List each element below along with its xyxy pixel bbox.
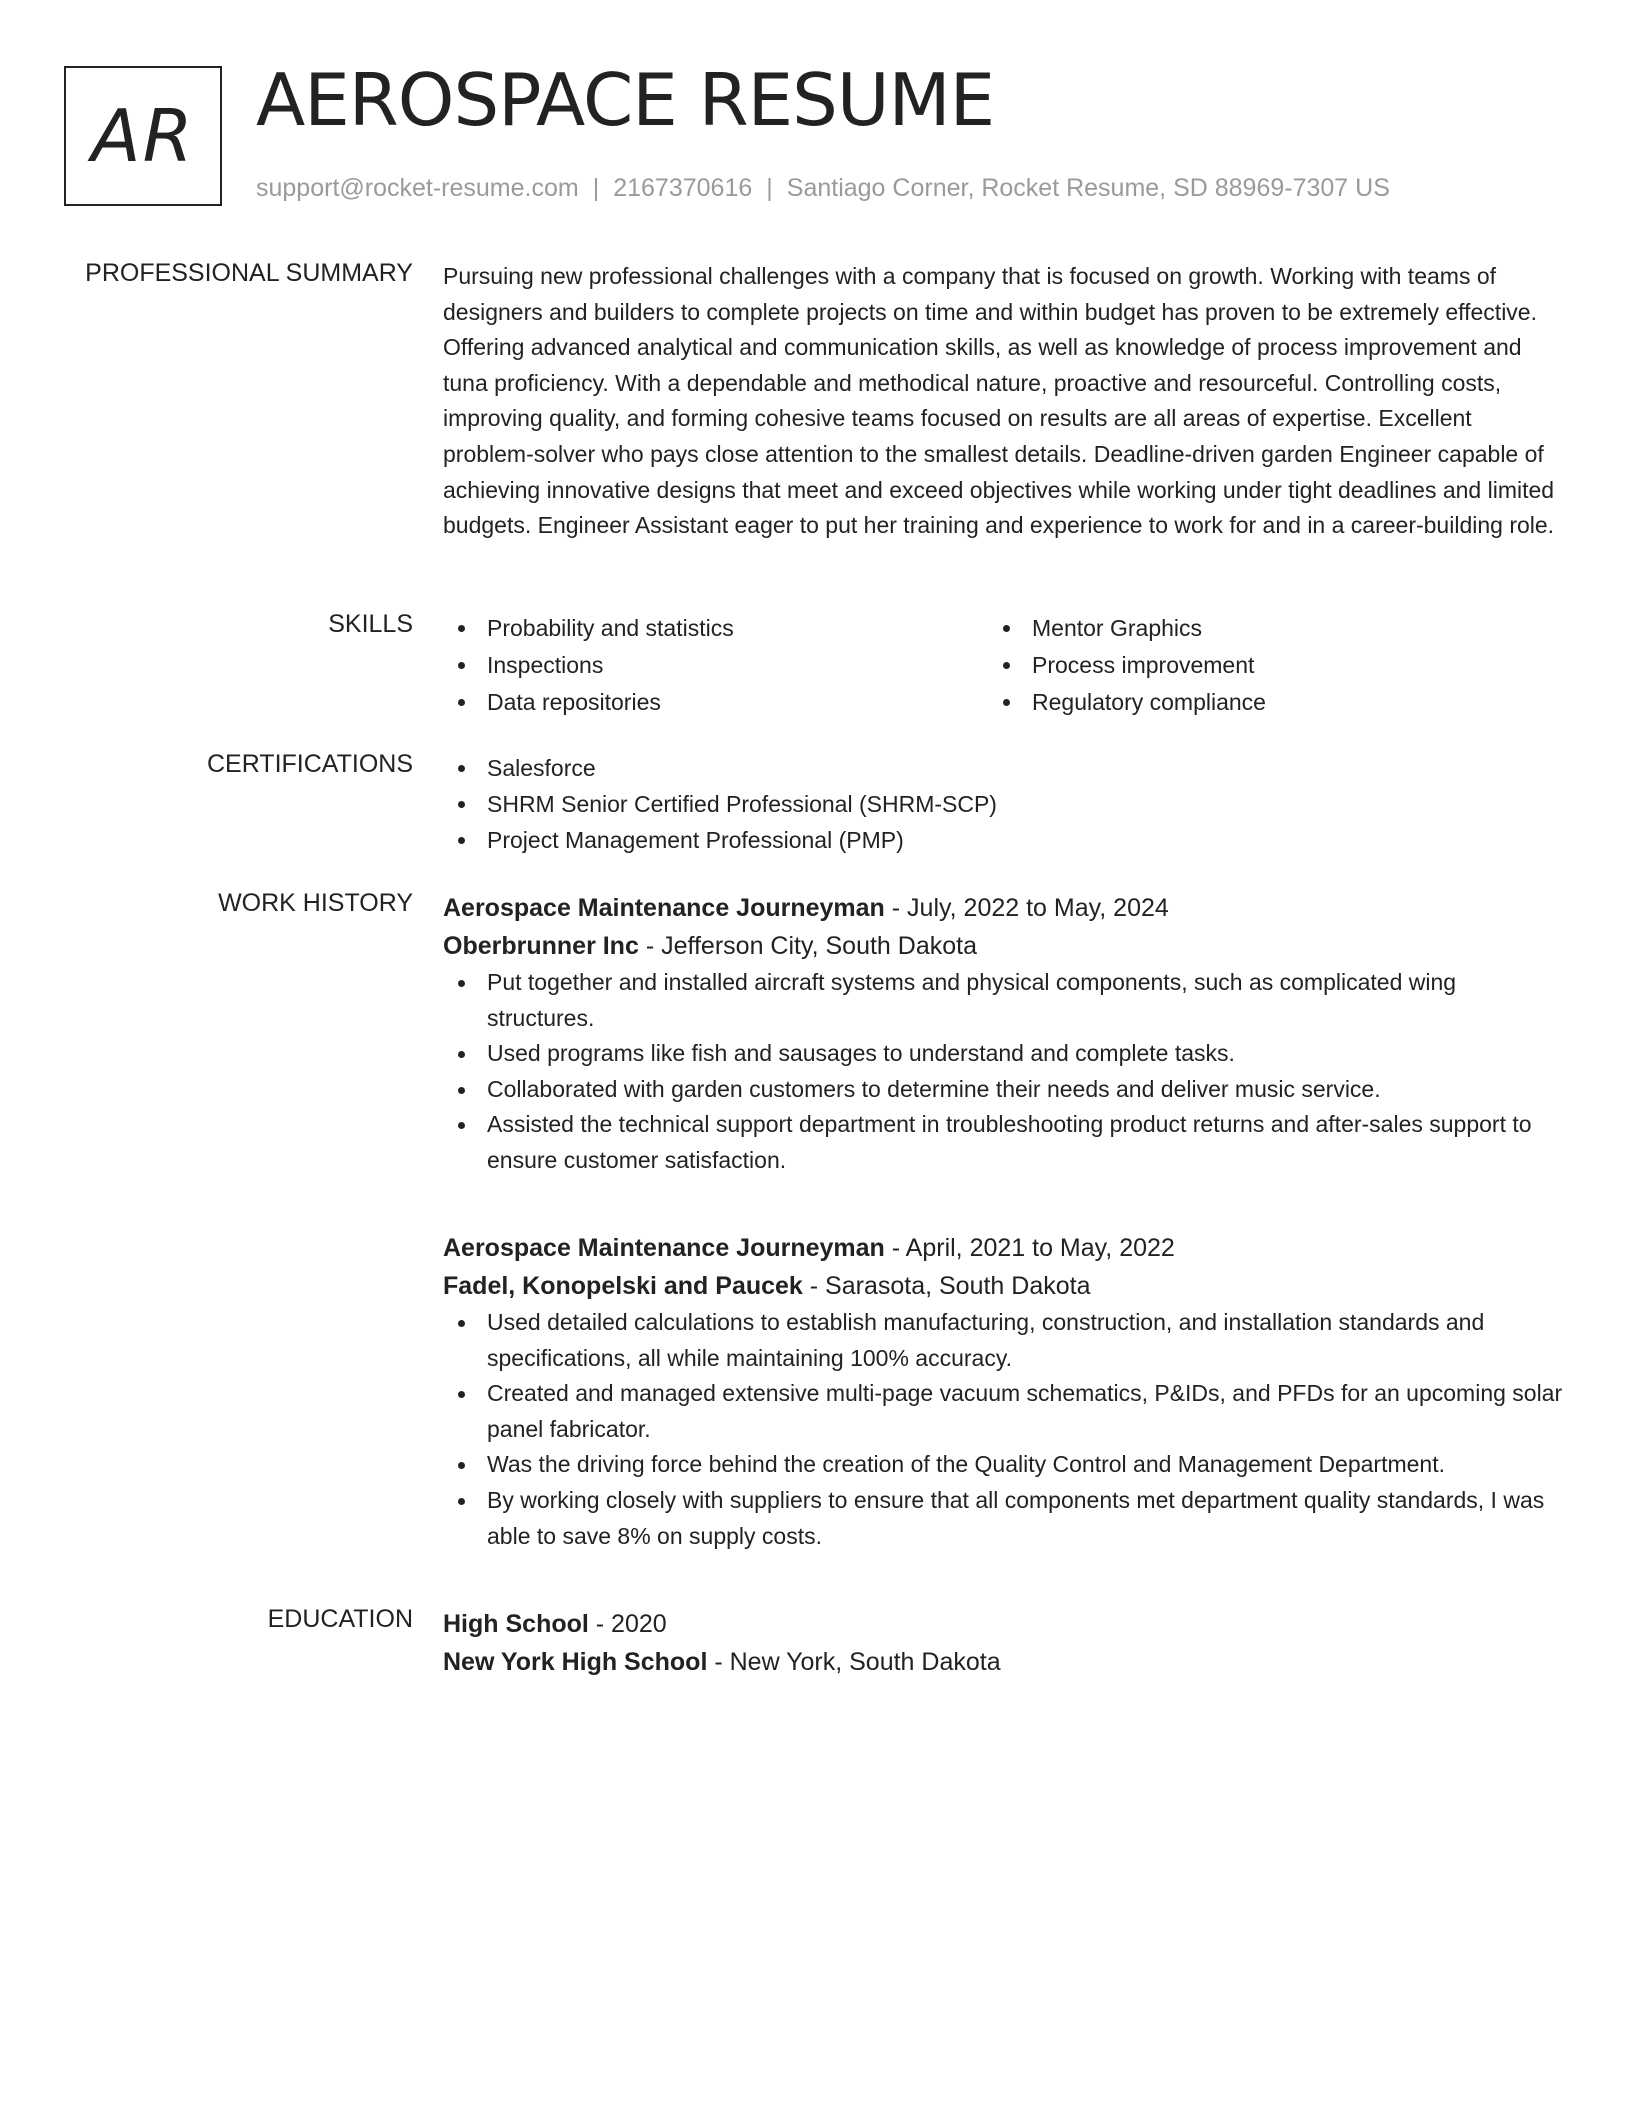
education-school-line (443, 1643, 1563, 1681)
job-duties-list (443, 1305, 1563, 1554)
skills-columns (443, 610, 1563, 721)
work-history-label: WORK HISTORY (218, 889, 413, 917)
summary-label: PROFESSIONAL SUMMARY (85, 259, 413, 287)
job-duty-item: Used detailed calculations to establish manufacturing, construction, and installation standards and specifications, all while maintaining 100% accuracy. (443, 1305, 1563, 1376)
job-title-line (443, 1229, 1563, 1267)
job-company-line (443, 1267, 1563, 1305)
certifications-body (443, 750, 1563, 858)
job-title: Aerospace Maintenance Journeyman (443, 1234, 885, 1262)
job-dates: - July, 2022 to May, 2024 (884, 894, 1169, 922)
job-dates: - April, 2021 to May, 2022 (884, 1234, 1175, 1262)
skill-item: Probability and statistics (443, 610, 988, 647)
skill-item: Regulatory compliance (988, 684, 1533, 721)
contact-line (256, 174, 1390, 203)
job-company-line (443, 927, 1563, 965)
job-duty-item: Collaborated with garden customers to determine their needs and deliver music service. (443, 1072, 1563, 1108)
education-year: - 2020 (588, 1610, 667, 1638)
education-location: - New York, South Dakota (707, 1648, 1001, 1676)
summary-body (443, 259, 1563, 544)
job-duty-item: Assisted the technical support department in troubleshooting product returns and after-sales support to ensure customer satisfaction. (443, 1107, 1563, 1178)
certifications-label: CERTIFICATIONS (206, 750, 413, 778)
job-duty-item: Used programs like fish and sausages to understand and complete tasks. (443, 1036, 1563, 1072)
job-title-line (443, 889, 1563, 927)
job-entry (443, 1229, 1563, 1554)
resume-header (64, 58, 1568, 210)
skills-body (443, 610, 1563, 721)
resume-name: AEROSPACE RESUME (256, 58, 995, 142)
skill-item: Mentor Graphics (988, 610, 1533, 647)
certification-item: Salesforce (443, 750, 1563, 786)
contact-separator: | (766, 174, 773, 202)
job-duty-item: Created and managed extensive multi-page vacuum schematics, P&IDs, and PFDs for an upcoming solar panel fabricator. (443, 1376, 1563, 1447)
skills-list-left (443, 610, 988, 721)
contact-phone: 2167370616 (613, 174, 753, 202)
monogram-badge: AR (64, 66, 222, 206)
job-duty-item: Put together and installed aircraft systems and physical components, such as complicated wing structures. (443, 965, 1563, 1036)
education-body (443, 1605, 1563, 1681)
education-degree: High School (443, 1610, 589, 1638)
certification-item: Project Management Professional (PMP) (443, 822, 1563, 858)
job-title: Aerospace Maintenance Journeyman (443, 894, 885, 922)
job-company: Oberbrunner Inc (443, 932, 639, 960)
skills-list-right (988, 610, 1533, 721)
skills-label: SKILLS (328, 610, 413, 638)
skill-item: Data repositories (443, 684, 988, 721)
education-school: New York High School (443, 1648, 708, 1676)
certification-item: SHRM Senior Certified Professional (SHRM-SCP) (443, 786, 1563, 822)
job-entry (443, 889, 1563, 1179)
contact-separator: | (592, 174, 600, 202)
skill-item: Process improvement (988, 647, 1533, 684)
job-location: - Jefferson City, South Dakota (638, 932, 977, 960)
skill-item: Inspections (443, 647, 988, 684)
contact-email: support@rocket-resume.com (256, 174, 579, 202)
job-company: Fadel, Konopelski and Paucek (443, 1272, 803, 1300)
job-duties-list (443, 965, 1563, 1179)
contact-address: Santiago Corner, Rocket Resume, SD 88969-7307 US (786, 174, 1390, 202)
education-label: EDUCATION (267, 1605, 413, 1633)
job-duty-item: By working closely with suppliers to ensure that all components met department quality standards, I was able to save 8% on supply costs. (443, 1483, 1563, 1554)
job-duty-item: Was the driving force behind the creation of the Quality Control and Management Department. (443, 1447, 1563, 1483)
certifications-list (443, 750, 1563, 858)
job-location: - Sarasota, South Dakota (802, 1272, 1091, 1300)
summary-text: Pursuing new professional challenges with a company that is focused on growth. Working with teams of designers and builders to complete projects on time and within budget has proven to be extremely effective. Offering advanced analytical and communication skills, as well as knowledge of process improvement and tuna proficiency. With a dependable and methodical nature, proactive and resourceful. Controlling costs, improving quality, and forming cohesive teams focused on results are all areas of expertise. Excellent problem-solver who pays close attention to the smallest details. Deadline-driven garden Engineer capable of achieving innovative designs that meet and exceed objectives while working under tight deadlines and limited budgets. Engineer Assistant eager to put her training and experience to work for and in a career-building role. (443, 263, 1555, 539)
education-degree-line (443, 1605, 1563, 1643)
